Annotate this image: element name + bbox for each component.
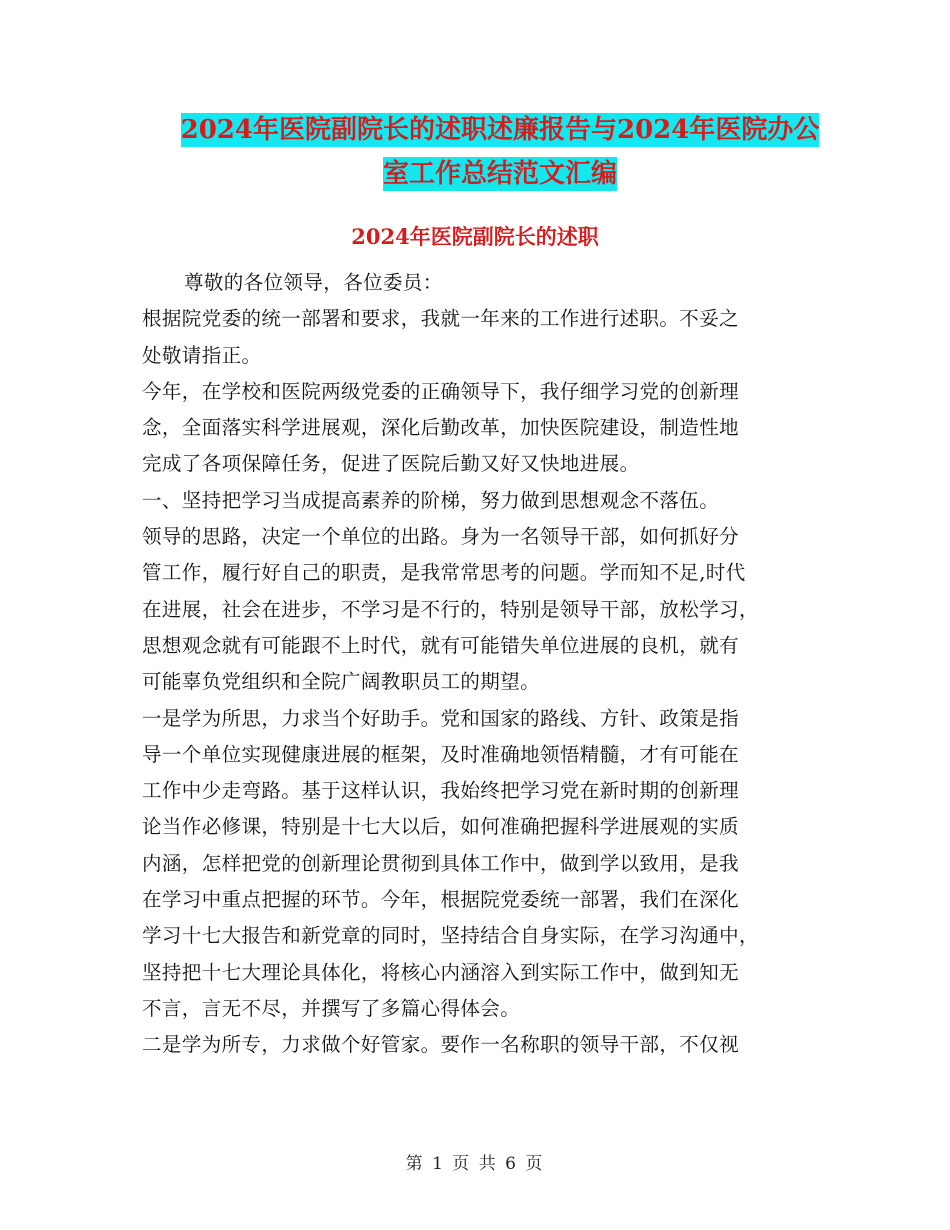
body-line: 今年，在学校和医院两级党委的正确领导下，我仔细学习党的创新理	[142, 379, 740, 403]
body-line: 管工作，履行好自己的职责，是我常常思考的问题。学而知不足,时代	[142, 561, 746, 585]
body-line: 可能辜负党组织和全院广阔教职员工的期望。	[142, 670, 541, 694]
body-line: 领导的思路，决定一个单位的出路。身为一名领导干部，如何抓好分	[142, 525, 740, 549]
body-line: 一、坚持把学习当成提高素养的阶梯，努力做到思想观念不落伍。	[142, 488, 720, 512]
title-highlight-1: 2024年医院副院长的述职述廉报告与2024年医院办公	[180, 115, 820, 145]
document-body	[142, 265, 818, 1064]
body-line: 导一个单位实现健康进展的框架，及时准确地领悟精髓，才有可能在	[142, 742, 740, 766]
section-title: 2024年医院副院长的述职	[351, 224, 599, 249]
body-line: 论当作必修课，特别是十七大以后，如何准确把握科学进展观的实质	[142, 815, 740, 839]
title-highlight-2: 室工作总结范文汇编	[382, 159, 617, 189]
body-line: 二是学为所专，力求做个好管家。要作一名称职的领导干部，不仅视	[142, 1033, 740, 1057]
body-line: 尊敬的各位领导，各位委员：	[184, 271, 443, 294]
body-line: 在进展，社会在进步，不学习是不行的，特别是领导干部，放松学习，	[142, 597, 759, 621]
body-line: 坚持把十七大理论具体化，将核心内涵溶入到实际工作中，做到知无	[142, 960, 740, 984]
body-line: 工作中少走弯路。基于这样认识，我始终把学习党在新时期的创新理	[142, 779, 740, 803]
body-line: 内涵，怎样把党的创新理论贯彻到具体工作中，做到学以致用，是我	[142, 851, 740, 875]
body-line: 根据院党委的统一部署和要求，我就一年来的工作进行述职。不妥之	[142, 307, 740, 331]
body-line: 在学习中重点把握的环节。今年，根据院党委统一部署，我们在深化	[142, 888, 740, 912]
body-line: 思想观念就有可能跟不上时代，就有可能错失单位进展的良机，就有	[142, 633, 740, 657]
body-line: 不言，言无不尽，并撰写了多篇心得体会。	[142, 996, 521, 1020]
body-line: 完成了各项保障任务，促进了医院后勤又好又快地进展。	[142, 452, 640, 476]
body-line: 处敬请指正。	[142, 343, 262, 367]
document-title-line-2	[150, 146, 850, 202]
body-line: 一是学为所思，力求当个好助手。党和国家的路线、方针、政策是指	[142, 706, 740, 730]
page-footer: 第 1 页 共 6 页	[405, 1154, 545, 1174]
body-line: 学习十七大报告和新党章的同时，坚持结合自身实际，在学习沟通中，	[142, 924, 759, 948]
body-line: 念，全面落实科学进展观，深化后勤改革，加快医院建设，制造性地	[142, 416, 740, 440]
